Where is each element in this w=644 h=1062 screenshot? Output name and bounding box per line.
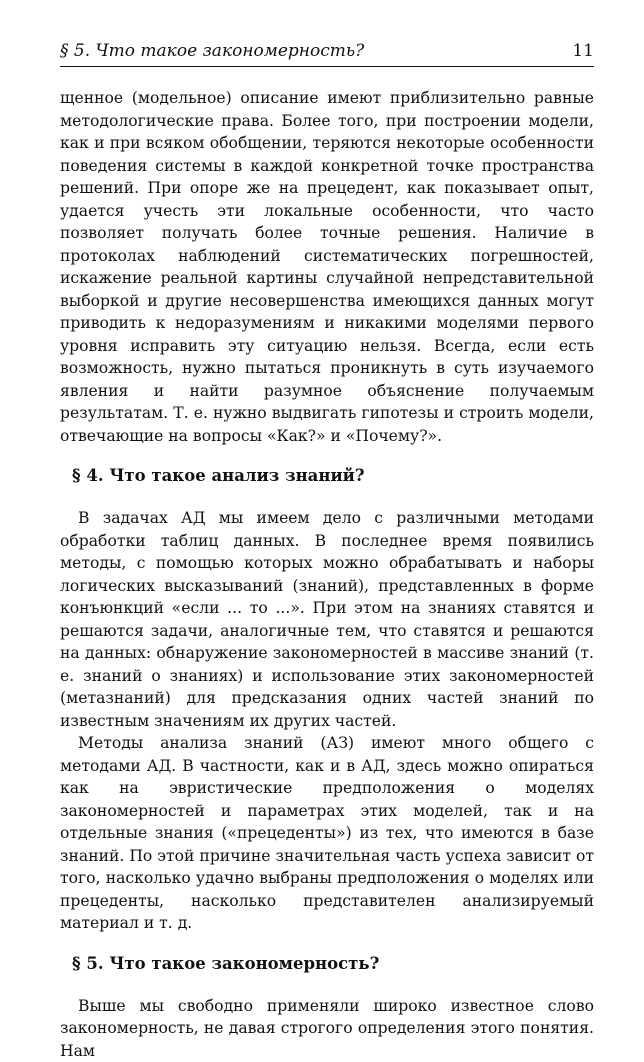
- section-heading-4: § 4. Что такое анализ знаний?: [60, 465, 594, 487]
- paragraph-continued: щенное (модельное) описание имеют приблизительно равные методологические права. Более того, при построении модели, как и при всяком обобщении, теряются некоторые особенности поведения системы в каждой конкретной точке пространства решений. При опоре же на прецедент, как показывает опыт, удается учесть эти локальные особенности, что часто позволяет получать более точные решения. Наличие в протоколах наблюдений систематических погрешностей, искажение реальной картины случайной непредставительной выборкой и другие несовершенства имеющихся данных могут приводить к недоразумениям и никакими моделями первого уровня исправить эту ситуацию нельзя. Всегда, если есть возможность, нужно пытаться проникнуть в суть изучаемого явления и найти разумное объяснение получаемым результатам. Т. е. нужно выдвигать гипотезы и строить модели, отвечающие на вопросы «Как?» и «Почему?».: [60, 87, 594, 447]
- book-page: [60, 40, 594, 1062]
- paragraph-regularity: Выше мы свободно применяли широко известное слово закономерность, не давая строгого определения этого понятия. Нам: [60, 995, 594, 1062]
- paragraph-az-methods: Методы анализа знаний (АЗ) имеют много общего с методами АД. В частности, как и в АД, здесь можно опираться как на эвристические предположения о моделях закономерностей и параметрах этих моделей, так и на отдельные знания («прецеденты») из тех, что имеются в базе знаний. По этой причине значительная часть успеха зависит от того, насколько удачно выбраны предположения о моделях или прецеденты, насколько представителен анализируемый материал и т. д.: [60, 732, 594, 935]
- running-head-title: § 5. Что такое закономерность?: [60, 40, 364, 62]
- section-heading-5: § 5. Что такое закономерность?: [60, 953, 594, 975]
- page-number: 11: [572, 40, 594, 62]
- running-head: [60, 40, 594, 67]
- paragraph-ad-methods: В задачах АД мы имеем дело с различными методами обработки таблиц данных. В последнее время появились методы, с помощью которых можно обрабатывать и наборы логических высказываний (знаний), представленных в форме конъюнкций «если ... то ...». При этом на знаниях ставятся и решаются задачи, аналогичные тем, что ставятся и решаются на данных: обнаружение закономерностей в массиве знаний (т. е. знаний о знаниях) и использование этих закономерностей (метазнаний) для предсказания одних частей знаний по известным значениям их других частей.: [60, 507, 594, 732]
- body-text: [60, 87, 594, 1062]
